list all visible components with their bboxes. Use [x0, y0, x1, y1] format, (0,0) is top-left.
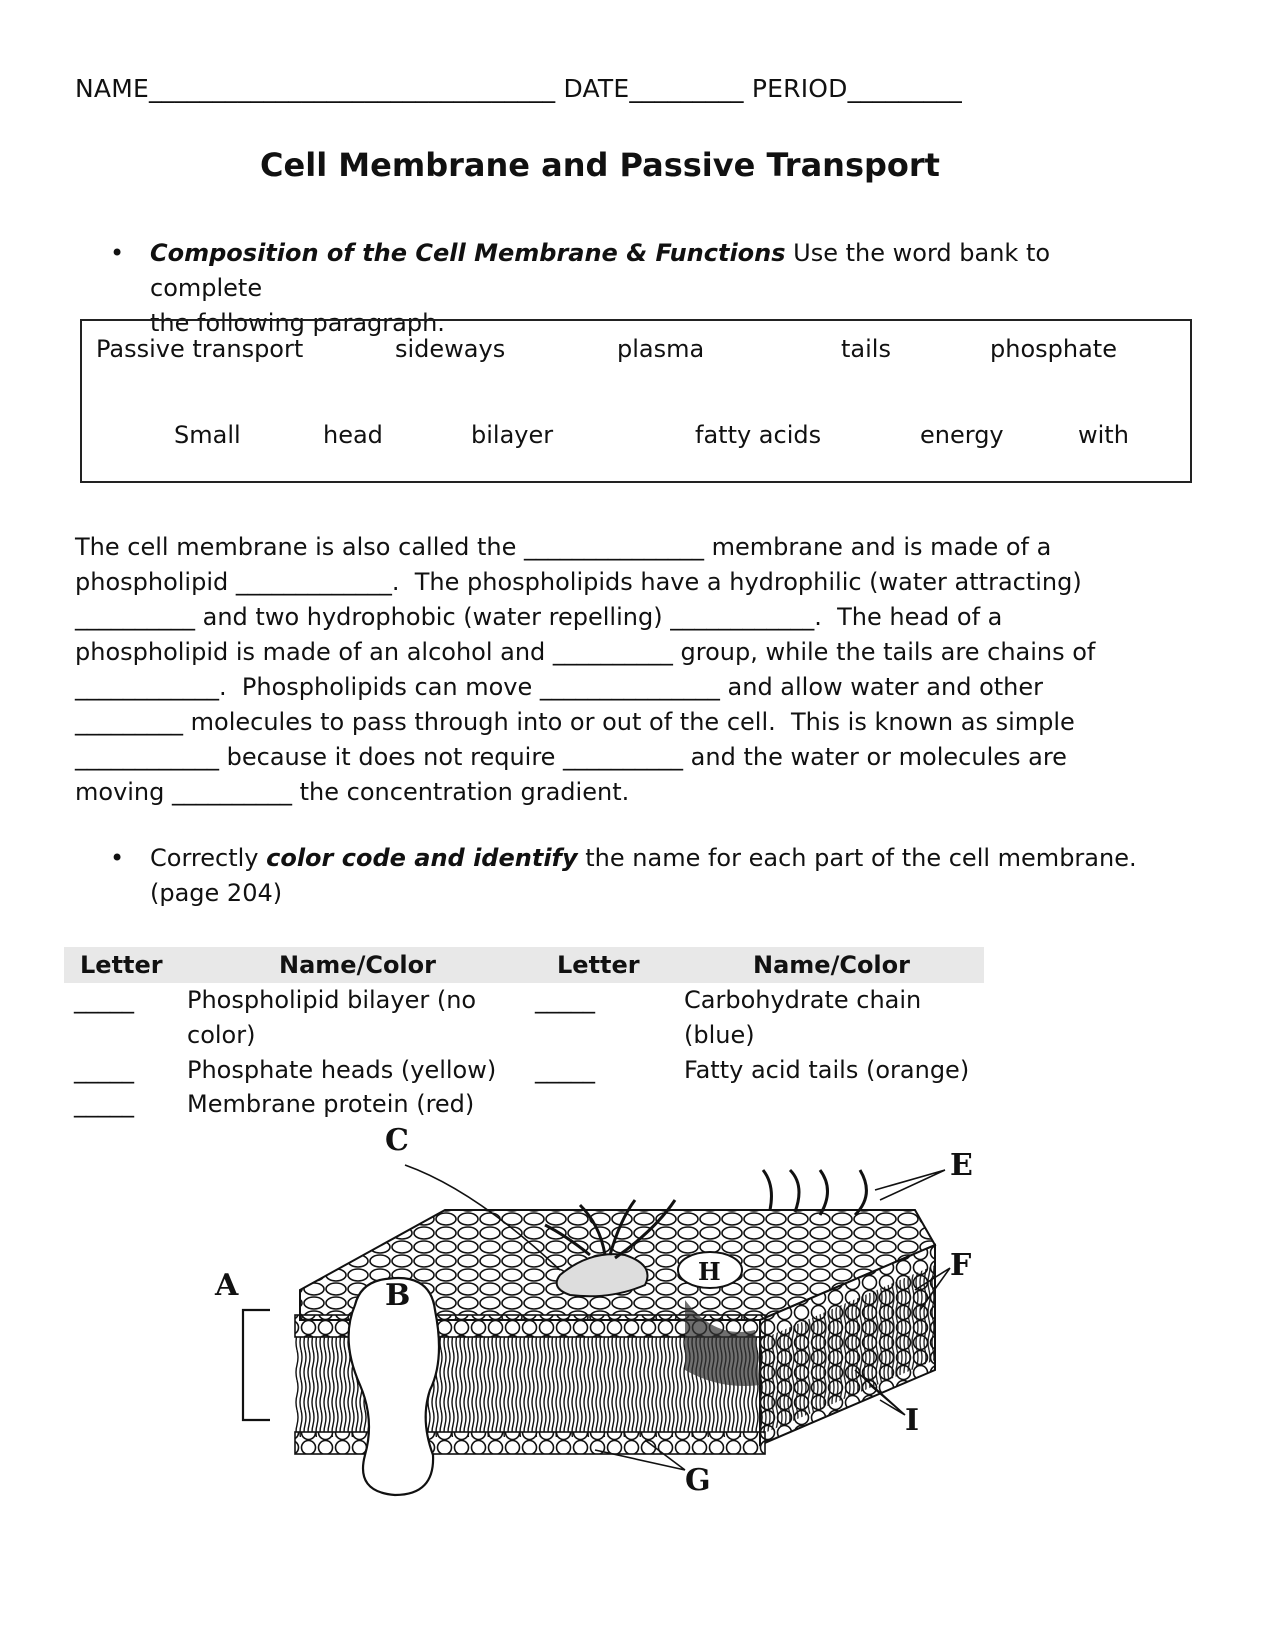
label-a: A — [215, 1268, 239, 1303]
name-blank[interactable]: ________________________________ — [148, 74, 556, 103]
section1-instruction-line1: Use the word bank to complete — [150, 239, 1051, 302]
word-bank-item: Small — [174, 421, 241, 449]
table-cell-name: Phosphate heads (yellow) — [187, 1056, 497, 1084]
paragraph-line[interactable]: _________ molecules to pass through into or out of the cell. This is known as simple — [75, 708, 1075, 736]
word-bank-item: fatty acids — [695, 421, 822, 449]
bracket-a — [243, 1310, 270, 1420]
word-bank-item: with — [1078, 421, 1129, 449]
word-bank-item: phosphate — [990, 335, 1117, 363]
date-label: DATE — [563, 74, 630, 103]
page-title: Cell Membrane and Passive Transport — [260, 146, 940, 184]
table-cell-name: Fatty acid tails (orange) — [684, 1056, 970, 1084]
word-bank-item: bilayer — [471, 421, 554, 449]
period-blank[interactable]: _________ — [847, 74, 962, 103]
table-header-cell: Letter — [80, 951, 163, 979]
letter-blank[interactable]: _____ — [535, 986, 595, 1014]
table-cell-name: (blue) — [684, 1021, 755, 1049]
word-bank-item: plasma — [617, 335, 705, 363]
name-label: NAME — [75, 74, 149, 103]
label-h: H — [698, 1257, 721, 1286]
section1-instruction — [110, 236, 1170, 337]
label-g: G — [685, 1463, 711, 1498]
paragraph-line[interactable]: The cell membrane is also called the _______________ membrane and is made of a — [75, 533, 1052, 561]
paragraph-line[interactable]: __________ and two hydrophobic (water repelling) ____________. The head of a — [75, 603, 1003, 631]
section1-heading: Composition of the Cell Membrane & Functions — [150, 239, 786, 267]
letter-blank[interactable]: _____ — [535, 1056, 595, 1084]
table-cell-name: Phospholipid bilayer (no — [187, 986, 477, 1014]
period-label: PERIOD — [751, 74, 848, 103]
section2-text-after: the name for each part of the cell membrane. — [577, 844, 1137, 872]
label-c: C — [385, 1123, 409, 1158]
table-cell-name: Membrane protein (red) — [187, 1090, 475, 1118]
bullet-icon: • — [110, 239, 125, 267]
carbohydrate-chain-e — [763, 1170, 866, 1215]
table-header-cell: Letter — [557, 951, 640, 979]
word-bank-item: tails — [841, 335, 891, 363]
label-b: B — [385, 1278, 411, 1313]
letter-blank[interactable]: _____ — [74, 1056, 134, 1084]
section2-line2: (page 204) — [150, 879, 283, 907]
letter-blank[interactable]: _____ — [74, 986, 134, 1014]
table-cell-name: color) — [187, 1021, 256, 1049]
paragraph-line[interactable]: ____________ because it does not require __________ and the water or molecules are — [75, 743, 1067, 771]
paragraph-line[interactable]: moving __________ the concentration gradient. — [75, 778, 630, 806]
paragraph-line[interactable]: phospholipid _____________. The phospholipids have a hydrophilic (water attracting) — [75, 568, 1082, 596]
section2-instruction — [110, 841, 1170, 911]
label-i: I — [905, 1403, 920, 1438]
table-header-cell: Name/Color — [279, 951, 436, 979]
section2-text-before: Correctly — [150, 844, 267, 872]
letter-blank[interactable]: _____ — [74, 1090, 134, 1118]
table-header — [64, 947, 984, 983]
paragraph-line[interactable]: ____________. Phospholipids can move _______________ and allow water and other — [75, 673, 1044, 701]
fill-in-paragraph — [75, 530, 1215, 810]
word-bank-item: sideways — [395, 335, 506, 363]
word-bank-item: energy — [920, 421, 1004, 449]
word-bank — [80, 319, 1192, 483]
word-bank-item: head — [323, 421, 383, 449]
paragraph-line[interactable]: phospholipid is made of an alcohol and __________ group, while the tails are chains of — [75, 638, 1096, 666]
header-line — [75, 74, 962, 103]
date-blank[interactable]: _________ — [629, 74, 744, 103]
section2-emphasis: color code and identify — [266, 844, 578, 872]
cell-membrane-diagram — [215, 1123, 1045, 1555]
bullet-icon: • — [110, 844, 125, 872]
label-f: F — [950, 1248, 972, 1283]
table-cell-name: Carbohydrate chain — [684, 986, 922, 1014]
word-bank-item: Passive transport — [96, 335, 304, 363]
section1-instruction-line2: the following paragraph. — [150, 309, 445, 337]
label-e: E — [950, 1148, 973, 1183]
table-body — [64, 983, 984, 1123]
table-header-cell: Name/Color — [753, 951, 910, 979]
